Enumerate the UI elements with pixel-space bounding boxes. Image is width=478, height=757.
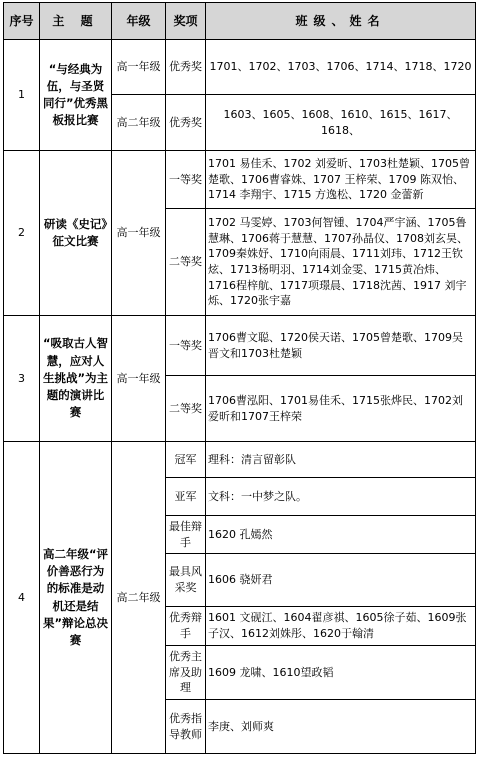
event-topic: “与经典为伍，与圣贤同行”优秀黑板报比赛 [40, 40, 112, 151]
grade-cell: 高二年级 [112, 95, 166, 151]
winners-cell: 1606 骁妍君 [206, 554, 476, 607]
winners-cell: 1701、1702、1703、1706、1714、1718、1720 [206, 40, 476, 95]
header-no: 序号 [4, 3, 40, 40]
winners-cell: 1702 马雯婷、1703何智锺、1704严宇涵、1705鲁慧琳、1706蒋于慧慧、1707孙晶仪、1708刘玄昊、1709秦姝妤、1710向雨晨、1711刘玮、1712王钦炫、1713杨明羽、1714刘金雯、1715黄冶炜、1716程梓航、1717项璟晨、1718沈茜、1917 刘宇烁、1720张宇嘉 [206, 209, 476, 316]
award-table [3, 2, 476, 754]
event-number: 1 [4, 40, 40, 151]
award-cell: 二等奖 [166, 209, 206, 316]
award-cell: 亚军 [166, 478, 206, 516]
award-cell: 优秀奖 [166, 40, 206, 95]
header-names: 班级、姓名 [206, 3, 476, 40]
event-topic: 研读《史记》征文比赛 [40, 151, 112, 316]
award-cell: 二等奖 [166, 376, 206, 442]
header-topic: 主 题 [40, 3, 112, 40]
winners-cell: 1701 易佳禾、1702 刘爱昕、1703杜楚颖、1705曾楚歌、1706曹睿姝、1707 王梓荣、1709 陈双怡、1714 李翔宇、1715 方逸松、1720 金蕾新 [206, 151, 476, 209]
award-cell: 优秀指导教师 [166, 700, 206, 754]
winners-cell: 1601 文砚江、1604翟彦祺、1605徐子茹、1609张子汉、1612刘姝彤、1620于翰清 [206, 607, 476, 646]
award-cell: 一等奖 [166, 151, 206, 209]
grade-cell: 高一年级 [112, 40, 166, 95]
event-topic: “吸取古人智慧，应对人生挑战”为主题的演讲比赛 [40, 316, 112, 442]
header-award: 奖项 [166, 3, 206, 40]
award-cell: 最佳辩手 [166, 516, 206, 554]
winners-cell: 1706曹文聪、1720侯天诺、1705曾楚歌、1709吴晋文和1703杜楚颖 [206, 316, 476, 376]
award-cell: 一等奖 [166, 316, 206, 376]
table-row [4, 442, 476, 478]
award-cell: 优秀辩手 [166, 607, 206, 646]
table-row [4, 40, 476, 95]
header-row [4, 3, 476, 40]
table-row [4, 316, 476, 376]
event-number: 3 [4, 316, 40, 442]
award-cell: 优秀主席及助理 [166, 646, 206, 700]
winners-cell: 理科：清言留彰队 [206, 442, 476, 478]
grade-cell: 高二年级 [112, 442, 166, 754]
winners-cell: 1706曹泓阳、1701易佳禾、1715张烨民、1702刘爱昕和1707王梓荣 [206, 376, 476, 442]
event-number: 4 [4, 442, 40, 754]
table-row [4, 151, 476, 209]
grade-cell: 高一年级 [112, 316, 166, 442]
winners-cell: 李庚、刘师爽 [206, 700, 476, 754]
winners-cell: 1620 孔嫣然 [206, 516, 476, 554]
winners-cell: 1609 龙啸、1610望政韬 [206, 646, 476, 700]
winners-cell: 文科：一中梦之队。 [206, 478, 476, 516]
award-cell: 最具风采奖 [166, 554, 206, 607]
header-grade: 年级 [112, 3, 166, 40]
award-cell: 优秀奖 [166, 95, 206, 151]
award-cell: 冠军 [166, 442, 206, 478]
event-topic: 高二年级“评价善恶行为的标准是动机还是结果”辩论总决赛 [40, 442, 112, 754]
winners-cell: 1603、1605、1608、1610、1615、1617、1618、 [206, 95, 476, 151]
grade-cell: 高一年级 [112, 151, 166, 316]
event-number: 2 [4, 151, 40, 316]
